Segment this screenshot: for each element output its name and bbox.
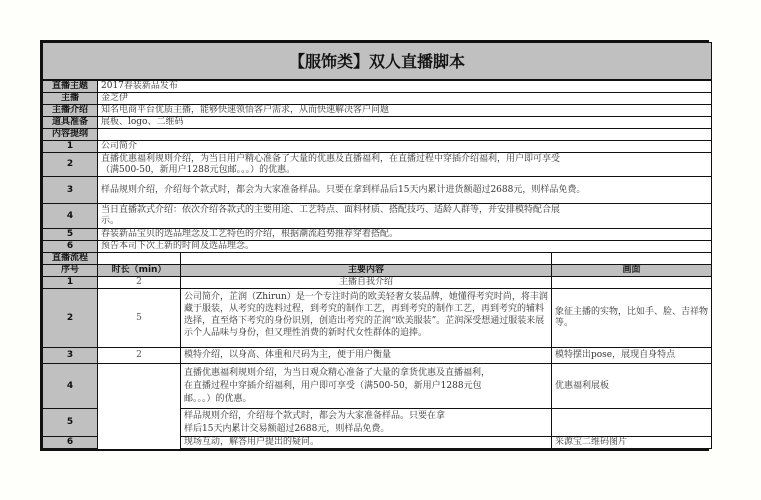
outline-row — [43, 229, 712, 241]
outline-row — [43, 141, 712, 153]
flow-scene[interactable]: 象征主播的实物，比如手、脸、吉祥物等。 — [552, 289, 712, 348]
header-no: 序号 — [43, 265, 98, 277]
outline-no: 1 — [43, 141, 98, 153]
flow-scene[interactable] — [552, 277, 712, 289]
flow-content[interactable]: 主播自我介绍 — [181, 277, 552, 289]
flow-no: 5 — [43, 409, 98, 437]
outline-row — [43, 177, 712, 204]
flow-content[interactable]: 直播优惠福利规则介绍，为当日观众精心准备了大量的拿货优惠及直播福利，在直播过程中穿插介绍福利，用户即可享受（满500-50，新用户1288元包邮。。。）的优惠。 — [181, 364, 552, 409]
flow-row — [43, 277, 712, 289]
flow-duration[interactable]: 5 — [98, 289, 181, 348]
outline-no: 2 — [43, 153, 98, 177]
theme-value[interactable]: 2017春装新品发布 — [98, 80, 712, 93]
outline-no: 6 — [43, 241, 98, 253]
flow-label: 直播流程 — [43, 253, 98, 265]
outline-no: 4 — [43, 204, 98, 229]
outline-label-empty[interactable] — [98, 129, 712, 141]
script-sheet — [40, 40, 709, 451]
outline-no: 5 — [43, 229, 98, 241]
flow-row — [43, 348, 712, 364]
script-table — [42, 42, 712, 449]
outline-text[interactable]: 公司简介 — [98, 141, 712, 153]
outline-text[interactable]: 当日直播款式介绍：依次介绍各款式的主要用途、工艺特点、面料材质、搭配技巧、适龄人群等，并安排模特配合展示。 — [98, 204, 712, 229]
sheet-title: 【服饰类】双人直播脚本 — [43, 43, 712, 81]
flow-content[interactable]: 样品规则介绍，介绍每个款式时，都会为大家准备样品。只要在拿样后15天内累计交易额超过2688元，则样品免费。 — [181, 409, 552, 437]
flow-no: 2 — [43, 289, 98, 348]
flow-empty-cell[interactable] — [181, 253, 552, 265]
outline-row — [43, 241, 712, 253]
header-content: 主要内容 — [181, 265, 552, 277]
flow-duration[interactable]: 2 — [98, 277, 181, 289]
flow-duration[interactable]: 2 — [98, 348, 181, 364]
props-value[interactable]: 展板、logo、二维码 — [98, 117, 712, 129]
flow-row — [43, 289, 712, 348]
host-intro-label: 主播介绍 — [43, 105, 98, 117]
host-value[interactable]: 金芝伊 — [98, 93, 712, 105]
props-label: 道具准备 — [43, 117, 98, 129]
host-label: 主播 — [43, 93, 98, 105]
flow-no: 3 — [43, 348, 98, 364]
flow-header-row — [43, 265, 712, 277]
flow-scene[interactable]: 采源宝二维码图片 — [552, 437, 712, 449]
theme-label: 直播主题 — [43, 80, 98, 93]
outline-text[interactable]: 直播优惠福利规则介绍，为当日用户精心准备了大量的优惠及直播福利，在直播过程中穿插介绍福利，用户即可享受（满500-50，新用户1288元包邮。。。）的优惠。 — [98, 153, 712, 177]
header-scene: 画面 — [552, 265, 712, 277]
outline-text[interactable]: 样品规则介绍，介绍每个款式时，都会为大家准备样品。只要在拿到样品后15天内累计进货额超过2688元，则样品免费。 — [98, 177, 712, 204]
flow-empty-cell[interactable] — [552, 253, 712, 265]
flow-content[interactable]: 模特介绍，以身高、体重和尺码为主，便于用户衡量 — [181, 348, 552, 364]
flow-scene[interactable]: 优惠福利展板 — [552, 364, 712, 409]
outline-label: 内容提纲 — [43, 129, 98, 141]
host-intro-value[interactable]: 知名电商平台优质主播，能够快速领悟客户需求，从而快速解决客户问题 — [98, 105, 712, 117]
flow-scene[interactable] — [552, 409, 712, 437]
flow-duration-merged[interactable] — [98, 364, 181, 449]
outline-row — [43, 204, 712, 229]
outline-text[interactable]: 预告本司下次上新的时间及选品理念。 — [98, 241, 712, 253]
flow-empty-cell[interactable] — [98, 253, 181, 265]
header-duration: 时长（min） — [98, 265, 181, 277]
flow-no: 1 — [43, 277, 98, 289]
flow-no: 4 — [43, 364, 98, 409]
outline-row — [43, 153, 712, 177]
flow-content[interactable]: 公司简介，芷润（Zhirun）是一个专注时尚的欧美轻奢女装品牌，她懂得考究时尚，将丰润藏于服装，从考究的选料过程，到考究的制作工艺，再到考究的制作工艺，再到考究的辅料选择，直至烙下考究的身份识别，创造出考究的芷润“欧美服装”。芷润深受想通过服装来展示个人品味与身份，但又理性消费的新时代女性群体的追捧。 — [181, 289, 552, 348]
flow-scene[interactable]: 模特摆出pose，展现自身特点 — [552, 348, 712, 364]
outline-no: 3 — [43, 177, 98, 204]
flow-row — [43, 364, 712, 409]
flow-content[interactable]: 现场互动，解答用户提出的疑问。 — [181, 437, 552, 449]
outline-text[interactable]: 春装新品宝贝的选品理念及工艺特色的介绍，根据潮流趋势推荐穿着搭配。 — [98, 229, 712, 241]
flow-no: 6 — [43, 437, 98, 449]
